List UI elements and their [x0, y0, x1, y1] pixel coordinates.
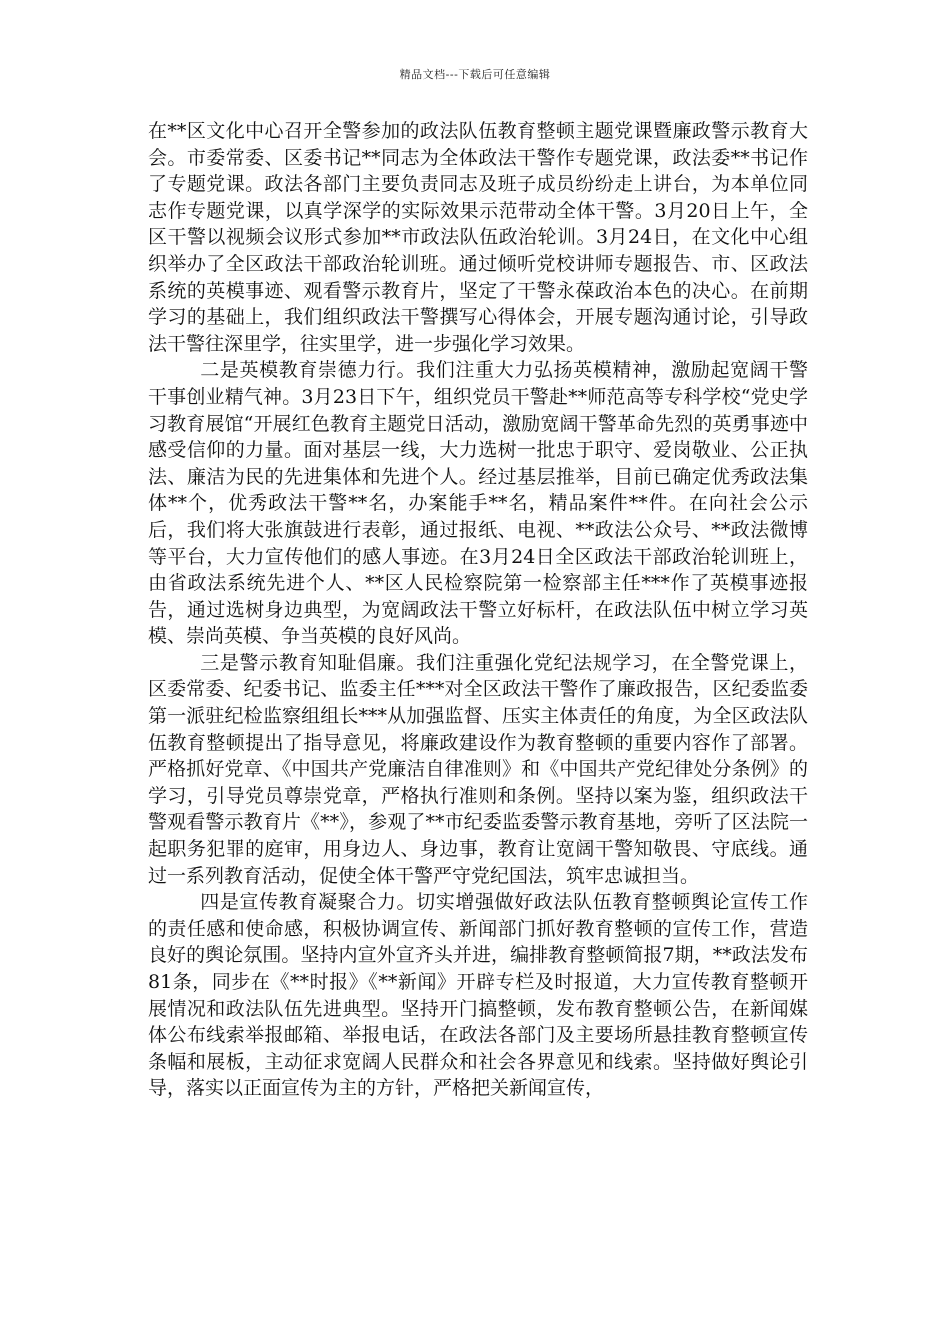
- paragraph-continuation: 在**区文化中心召开全警参加的政法队伍教育整顿主题党课暨廉政警示教育大会。市委常委、区委书记**同志为全体政法干警作专题党课，政法委**书记作了专题党课。政法各部门主要负责同志及班子成员纷纷走上讲台，为本单位同志作专题党课，以真学深学的实际效果示范带动全体干警。3月20日上午，全区干警以视频会议形式参加**市政法队伍政治轮训。3月24日，在文化中心组织举办了全区政法干部政治轮训班。通过倾听党校讲师专题报告、市、区政法系统的英模事迹、观看警示教育片，坚定了干警永葆政治本色的决心。在前期学习的基础上，我们组织政法干警撰写心得体会，开展专题沟通讨论，引导政法干警往深里学，往实里学，进一步强化学习效果。: [148, 120, 808, 355]
- document-body: [148, 118, 808, 1102]
- paragraph-publicity-education: 四是宣传教育凝聚合力。切实增强做好政法队伍教育整顿舆论宣传工作的责任感和使命感，积极协调宣传、新闻部门抓好教育整顿的宣传工作，营造良好的舆论氛围。坚持内宣外宣齐头并进，编排教育整顿简报7期，**政法发布81条，同步在《**时报》《**新闻》开辟专栏及时报道，大力宣传教育整顿开展情况和政法队伍先进典型。坚持开门搞整顿，发布教育整顿公告，在新闻媒体公布线索举报邮箱、举报电话，在政法各部门及主要场所悬挂教育整顿宣传条幅和展板，主动征求宽阔人民群众和社会各界意见和线索。坚持做好舆论引导，落实以正面宣传为主的方针，严格把关新闻宣传，: [148, 891, 808, 1100]
- paragraph-model-education: 二是英模教育崇德力行。我们注重大力弘扬英模精神，激励起宽阔干警干事创业精气神。3月23日下午，组织党员干警赴**师范高等专科学校“党史学习教育展馆“开展红色教育主题党日活动，激励宽阔干警革命先烈的英勇事迹中感受信仰的力量。面对基层一线，大力选树一批忠于职守、爱岗敬业、公正执法、廉洁为民的先进集体和先进个人。经过基层推举，目前已确定优秀政法集体**个，优秀政法干警**名，办案能手**名，精品案件**件。在向社会公示后，我们将大张旗鼓进行表彰，通过报纸、电视、**政法公众号、**政法微博等平台，大力宣传他们的感人事迹。在3月24日全区政法干部政治轮训班上，由省政法系统先进个人、**区人民检察院第一检察部主任***作了英模事迹报告，通过选树身边典型，为宽阔政法干警立好标杆，在政法队伍中树立学习英模、崇尚英模、争当英模的良好风尚。: [148, 359, 808, 648]
- paragraph-warning-education: 三是警示教育知耻倡廉。我们注重强化党纪法规学习，在全警党课上，区委常委、纪委书记、监委主任***对全区政法干警作了廉政报告，区纪委监委第一派驻纪检监察组组长***从加强监督、压实主体责任的角度，为全区政法队伍教育整顿提出了指导意见，将廉政建设作为教育整顿的重要内容作了部署。严格抓好党章、《中国共产党廉洁自律准则》和《中国共产党纪律处分条例》的学习，引导党员尊崇党章，严格执行准则和条例。坚持以案为鉴，组织政法干警观看警示教育片《**》，参观了**市纪委监委警示教育基地，旁听了区法院一起职务犯罪的庭审，用身边人、身边事，教育让宽阔干警知敬畏、守底线。通过一系列教育活动，促使全体干警严守党纪国法，筑牢忠诚担当。: [148, 651, 808, 887]
- page-header: 精品文档---下载后可任意编辑: [399, 68, 551, 81]
